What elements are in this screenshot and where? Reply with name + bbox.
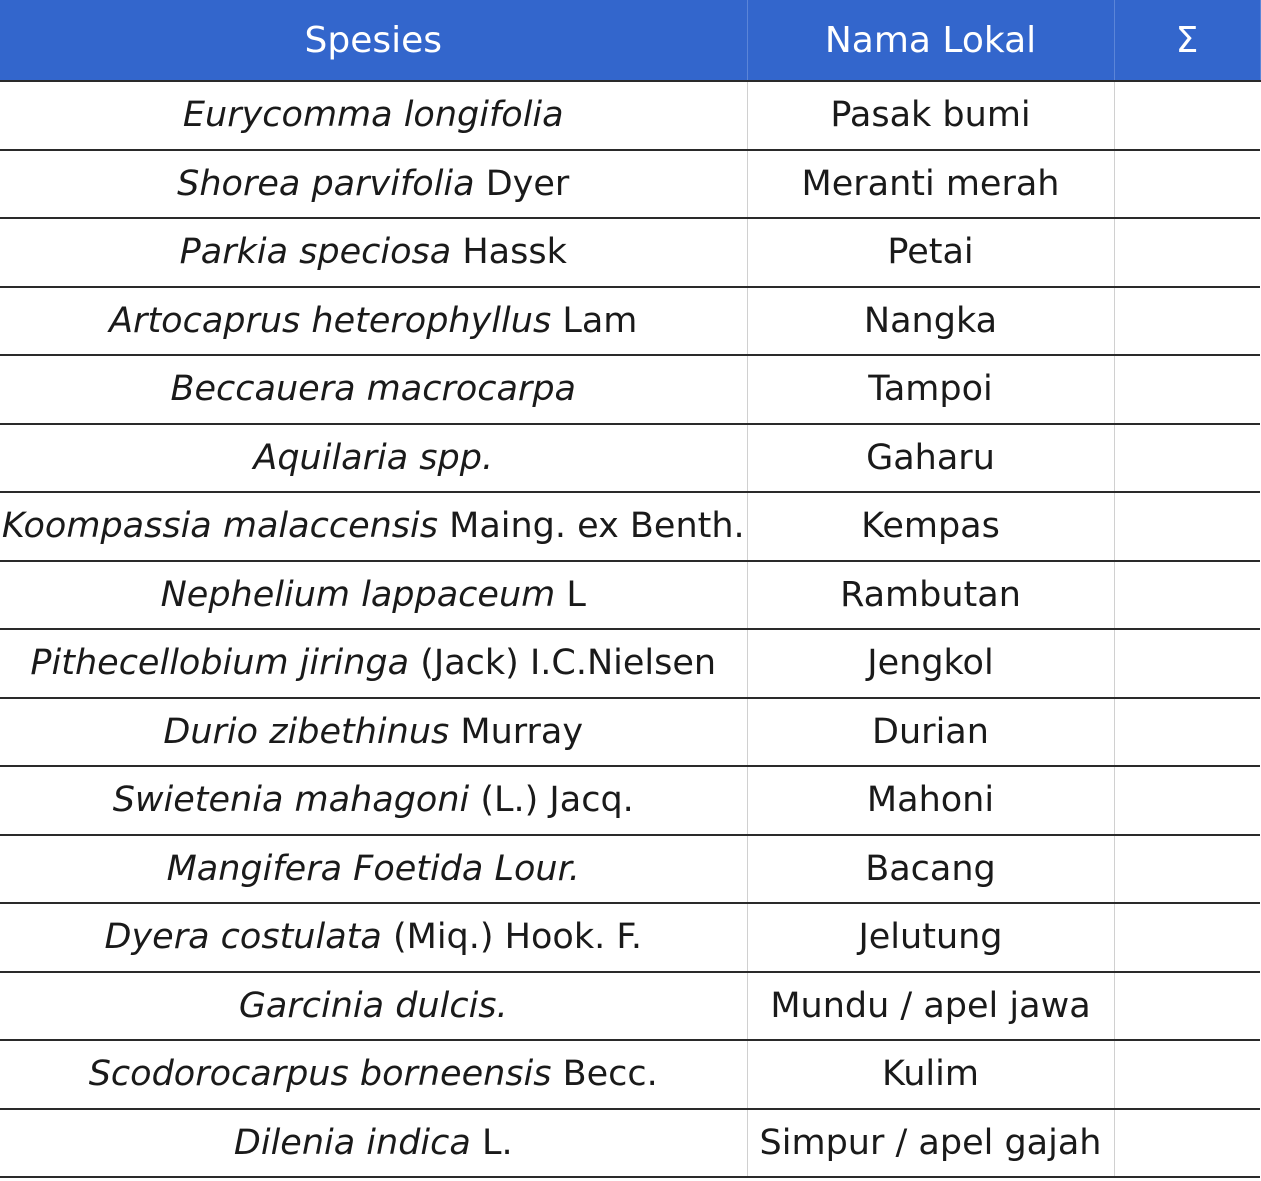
table-body	[0, 81, 1260, 1177]
species-cell	[0, 355, 747, 424]
author-citation: L	[566, 574, 586, 615]
species-cell	[0, 81, 747, 150]
sum-cell	[1114, 355, 1260, 424]
species-cell	[0, 218, 747, 287]
local-name-cell: Nangka	[747, 287, 1114, 356]
local-name-cell: Jengkol	[747, 629, 1114, 698]
scientific-name: Garcinia dulcis.	[238, 985, 508, 1026]
sum-cell	[1114, 698, 1260, 767]
author-citation: (L.) Jacq.	[480, 780, 634, 821]
table-row	[0, 424, 1260, 493]
local-name-cell: Kulim	[747, 1040, 1114, 1109]
table-header	[0, 0, 1260, 81]
species-cell	[0, 492, 747, 561]
sum-cell	[1114, 1109, 1260, 1178]
table-row	[0, 218, 1260, 287]
species-cell	[0, 1109, 747, 1178]
author-citation: Murray	[460, 711, 584, 752]
species-cell	[0, 903, 747, 972]
table-row	[0, 150, 1260, 219]
scientific-name: Eurycomma longifolia	[182, 95, 564, 136]
table-row	[0, 492, 1260, 561]
sum-cell	[1114, 903, 1260, 972]
scientific-name: Artocaprus heterophyllus	[109, 300, 552, 341]
local-name-cell: Simpur / apel gajah	[747, 1109, 1114, 1178]
scientific-name: Durio zibethinus	[163, 711, 450, 752]
species-cell	[0, 561, 747, 630]
scientific-name: Beccauera macrocarpa	[170, 369, 576, 410]
author-citation: (Miq.) Hook. F.	[392, 917, 642, 958]
local-name-cell: Jelutung	[747, 903, 1114, 972]
species-cell	[0, 972, 747, 1041]
column-header-local-name: Nama Lokal	[747, 0, 1114, 81]
local-name-cell: Mahoni	[747, 766, 1114, 835]
table-row	[0, 561, 1260, 630]
scientific-name: Pithecellobium jiringa	[30, 643, 410, 684]
column-header-species: Spesies	[0, 0, 747, 81]
sum-cell	[1114, 150, 1260, 219]
sum-cell	[1114, 629, 1260, 698]
scientific-name: Parkia speciosa	[179, 232, 452, 273]
sum-cell	[1114, 835, 1260, 904]
species-cell	[0, 835, 747, 904]
header-row	[0, 0, 1260, 81]
local-name-cell: Gaharu	[747, 424, 1114, 493]
table-row	[0, 766, 1260, 835]
species-cell	[0, 424, 747, 493]
sum-cell	[1114, 218, 1260, 287]
scientific-name: Nephelium lappaceum	[160, 574, 556, 615]
scientific-name: Koompassia malaccensis	[1, 506, 438, 547]
local-name-cell: Petai	[747, 218, 1114, 287]
scientific-name: Mangifera Foetida Lour.	[166, 848, 580, 889]
table-row	[0, 81, 1260, 150]
table-row	[0, 1109, 1260, 1178]
sum-cell	[1114, 766, 1260, 835]
table-row	[0, 1040, 1260, 1109]
table-row	[0, 629, 1260, 698]
local-name-cell: Rambutan	[747, 561, 1114, 630]
table-row	[0, 972, 1260, 1041]
species-cell	[0, 629, 747, 698]
author-citation: Maing. ex Benth.	[449, 506, 745, 547]
scientific-name: Shorea parvifolia	[177, 163, 475, 204]
sum-cell	[1114, 972, 1260, 1041]
local-name-cell: Bacang	[747, 835, 1114, 904]
local-name-cell: Kempas	[747, 492, 1114, 561]
sum-cell	[1114, 424, 1260, 493]
scientific-name: Scodorocarpus borneensis	[88, 1054, 552, 1095]
sum-cell	[1114, 287, 1260, 356]
author-citation: Lam	[562, 300, 638, 341]
sum-cell	[1114, 492, 1260, 561]
scientific-name: Aquilaria spp.	[253, 437, 494, 478]
scientific-name: Dilenia indica	[233, 1122, 471, 1163]
table-row	[0, 698, 1260, 767]
species-cell	[0, 150, 747, 219]
table-row	[0, 355, 1260, 424]
sum-cell	[1114, 561, 1260, 630]
local-name-cell: Meranti merah	[747, 150, 1114, 219]
species-cell	[0, 287, 747, 356]
table-row	[0, 287, 1260, 356]
sum-cell	[1114, 81, 1260, 150]
author-citation: Dyer	[485, 163, 570, 204]
author-citation: L.	[481, 1122, 513, 1163]
species-cell	[0, 698, 747, 767]
author-citation: Becc.	[562, 1054, 658, 1095]
local-name-cell: Durian	[747, 698, 1114, 767]
local-name-cell: Pasak bumi	[747, 81, 1114, 150]
local-name-cell: Mundu / apel jawa	[747, 972, 1114, 1041]
column-header-sum: Σ	[1114, 0, 1260, 81]
species-cell	[0, 1040, 747, 1109]
table-row	[0, 903, 1260, 972]
local-name-cell: Tampoi	[747, 355, 1114, 424]
scientific-name: Swietenia mahagoni	[112, 780, 470, 821]
author-citation: (Jack) I.C.Nielsen	[420, 643, 717, 684]
sum-cell	[1114, 1040, 1260, 1109]
scientific-name: Dyera costulata	[104, 917, 382, 958]
table-row	[0, 835, 1260, 904]
species-cell	[0, 766, 747, 835]
author-citation: Hassk	[462, 232, 567, 273]
